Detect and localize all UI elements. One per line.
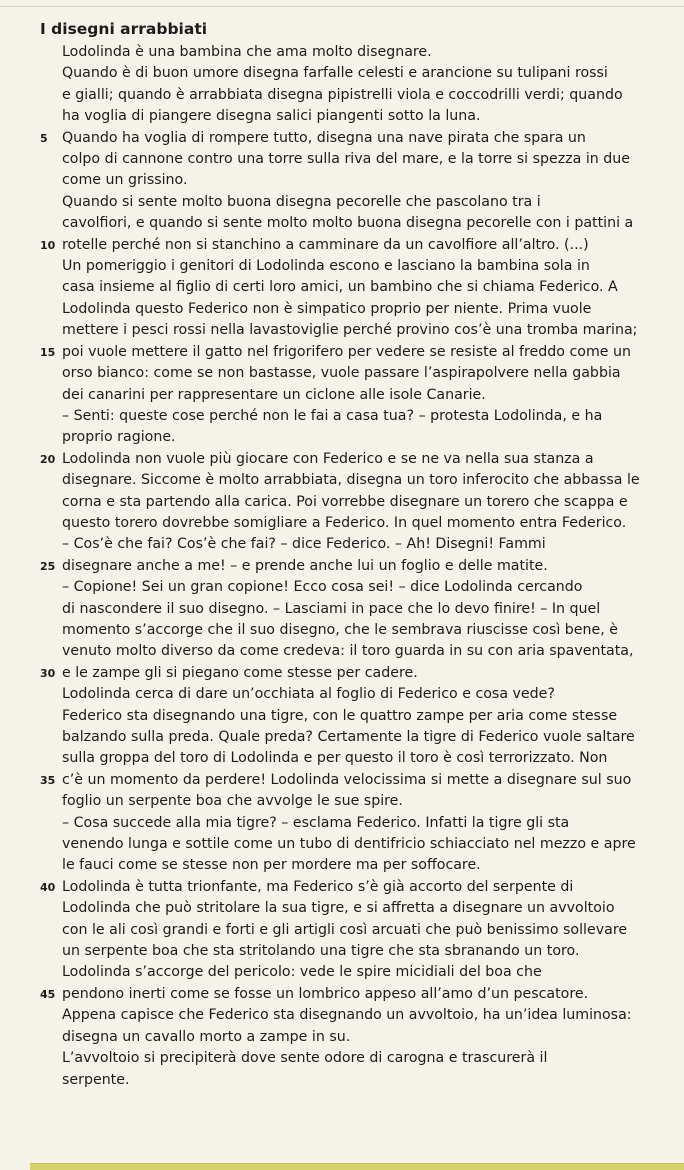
- line-text: Lodolinda questo Federico non è simpatico proprio per niente. Prima vuole: [62, 300, 592, 317]
- line-text: colpo di cannone contro una torre sulla riva del mare, e la torre si spezza in due: [62, 151, 631, 168]
- line-text: venuto molto diverso da come credeva: il toro guarda in su con aria spaventata,: [62, 643, 634, 660]
- line-number: 35: [40, 773, 56, 787]
- line-number: 30: [40, 666, 56, 680]
- text-line: [40, 663, 670, 684]
- text-line: [40, 534, 670, 555]
- text-line: [40, 898, 670, 919]
- text-line: [40, 962, 670, 983]
- line-text: con le ali così grandi e forti e gli artigli così arcuati che può benissimo sollevare: [62, 921, 628, 938]
- text-line: [40, 492, 670, 513]
- line-text: – Cosa succede alla mia tigre? – esclama Federico. Infatti la tigre gli sta: [62, 814, 570, 831]
- line-text: – Copione! Sei un gran copione! Ecco cosa sei! – dice Lodolinda cercando: [62, 579, 583, 596]
- line-text: Quando è di buon umore disegna farfalle celesti e arancione su tulipani rossi: [62, 65, 608, 82]
- line-text: L’avvoltoio si precipiterà dove sente odore di carogna e trascurerà il: [62, 1050, 548, 1067]
- line-number: 40: [40, 880, 56, 894]
- text-line: [40, 920, 670, 941]
- text-line: [40, 42, 670, 63]
- line-text: le fauci come se stesse non per mordere ma per soffocare.: [62, 857, 481, 874]
- bottom-bar: [30, 1163, 684, 1170]
- line-number: 20: [40, 452, 56, 466]
- line-text: Quando si sente molto buona disegna pecorelle che pascolano tra i: [62, 193, 541, 210]
- text-line: [40, 1048, 670, 1069]
- text-line: [40, 727, 670, 748]
- line-text: un serpente boa che sta stritolando una tigre che sta sbranando un toro.: [62, 943, 580, 960]
- line-text: Quando ha voglia di rompere tutto, disegna una nave pirata che spara un: [62, 129, 586, 146]
- line-text: Un pomeriggio i genitori di Lodolinda escono e lasciano la bambina sola in: [62, 258, 590, 275]
- text-line: [40, 813, 670, 834]
- text-line: [40, 235, 670, 256]
- text-line: [40, 106, 670, 127]
- line-text: mettere i pesci rossi nella lavastoviglie perché provino cos’è una tromba marina;: [62, 322, 638, 339]
- top-rule: [0, 6, 684, 7]
- text-line: [40, 684, 670, 705]
- line-text: come un grissino.: [62, 172, 188, 189]
- line-text: ha voglia di piangere disegna salici piangenti sotto la luna.: [62, 108, 481, 125]
- text-line: [40, 320, 670, 341]
- text-line: [40, 706, 670, 727]
- line-text: serpente.: [62, 1071, 130, 1088]
- line-text: Lodolinda non vuole più giocare con Federico e se ne va nella sua stanza a: [62, 450, 594, 467]
- text-line: [40, 277, 670, 298]
- line-text: venendo lunga e sottile come un tubo di dentifricio schiacciato nel mezzo e apre: [62, 836, 636, 853]
- text-line: [40, 192, 670, 213]
- text-line: [40, 984, 670, 1005]
- text-line: [40, 941, 670, 962]
- line-number: 10: [40, 238, 56, 252]
- text-line: [40, 513, 670, 534]
- line-text: rotelle perché non si stanchino a camminare da un cavolfiore all’altro. (...): [62, 236, 589, 253]
- line-text: casa insieme al figlio di certi loro amici, un bambino che si chiama Federico. A: [62, 279, 618, 296]
- text-line: [40, 427, 670, 448]
- line-text: corna e sta partendo alla carica. Poi vorrebbe disegnare un torero che scappa e: [62, 493, 628, 510]
- text-line: [40, 855, 670, 876]
- line-text: sulla groppa del toro di Lodolinda e per questo il toro è così terrorizzato. Non: [62, 750, 608, 767]
- text-line: [40, 363, 670, 384]
- line-text: disegnare. Siccome è molto arrabbiata, disegna un toro inferocito che abbassa le: [62, 472, 640, 489]
- text-line: [40, 256, 670, 277]
- text-line: [40, 385, 670, 406]
- line-text: poi vuole mettere il gatto nel frigorifero per vedere se resiste al freddo come un: [62, 343, 632, 360]
- line-text: Lodolinda è tutta trionfante, ma Federico s’è già accorto del serpente di: [62, 878, 574, 895]
- line-text: e le zampe gli si piegano come stesse per cadere.: [62, 664, 418, 681]
- text-line: [40, 834, 670, 855]
- line-text: Lodolinda è una bambina che ama molto disegnare.: [62, 44, 432, 60]
- text-line: [40, 170, 670, 191]
- line-text: e gialli; quando è arrabbiata disegna pipistrelli viola e coccodrilli verdi; quando: [62, 86, 623, 103]
- text-line: [40, 149, 670, 170]
- text-line: [40, 748, 670, 769]
- line-text: dei canarini per rappresentare un ciclone alle isole Canarie.: [62, 386, 486, 403]
- line-text: questo torero dovrebbe somigliare a Federico. In quel momento entra Federico.: [62, 514, 627, 531]
- text-line: [40, 641, 670, 662]
- text-line: [40, 1070, 670, 1091]
- line-number: 45: [40, 987, 56, 1001]
- line-text: Lodolinda cerca di dare un’occhiata al foglio di Federico e cosa vede?: [62, 686, 555, 703]
- body-text: [40, 42, 670, 1091]
- line-number: 25: [40, 559, 56, 573]
- text-line: [40, 213, 670, 234]
- line-text: di nascondere il suo disegno. – Lasciami in pace che lo devo finire! – In quel: [62, 600, 601, 617]
- text-line: [40, 299, 670, 320]
- text-line: [40, 599, 670, 620]
- document-page: [40, 18, 670, 1091]
- text-line: [40, 63, 670, 84]
- text-line: [40, 577, 670, 598]
- line-text: foglio un serpente boa che avvolge le sue spire.: [62, 793, 403, 810]
- text-line: [40, 1027, 670, 1048]
- line-text: orso bianco: come se non bastasse, vuole passare l’aspirapolvere nella gabbia: [62, 365, 621, 382]
- text-line: [40, 791, 670, 812]
- line-text: disegnare anche a me! – e prende anche lui un foglio e delle matite.: [62, 557, 548, 574]
- line-text: disegna un cavallo morto a zampe in su.: [62, 1028, 351, 1045]
- line-number: 15: [40, 345, 56, 359]
- line-text: Lodolinda s’accorge del pericolo: vede le spire micidiali del boa che: [62, 964, 542, 981]
- text-line: [40, 342, 670, 363]
- line-text: proprio ragione.: [62, 429, 176, 446]
- text-line: [40, 877, 670, 898]
- text-line: [40, 406, 670, 427]
- line-text: Appena capisce che Federico sta disegnando un avvoltoio, ha un’idea luminosa:: [62, 1007, 632, 1024]
- text-line: [40, 770, 670, 791]
- text-line: [40, 620, 670, 641]
- text-line: [40, 449, 670, 470]
- text-line: [40, 128, 670, 149]
- text-line: [40, 85, 670, 106]
- line-text: momento s’accorge che il suo disegno, che le sembrava riuscisse così bene, è: [62, 621, 618, 638]
- line-text: pendono inerti come se fosse un lombrico appeso all’amo d’un pescatore.: [62, 985, 589, 1002]
- line-number: 5: [40, 131, 48, 145]
- line-text: cavolfiori, e quando si sente molto molto buona disegna pecorelle con i pattini a: [62, 215, 634, 232]
- line-text: – Senti: queste cose perché non le fai a casa tua? – protesta Lodolinda, e ha: [62, 407, 603, 424]
- text-line: [40, 1005, 670, 1026]
- line-text: Lodolinda che può stritolare la sua tigre, e si affretta a disegnare un avvoltoio: [62, 900, 615, 917]
- line-text: balzando sulla preda. Quale preda? Certamente la tigre di Federico vuole saltare: [62, 729, 635, 745]
- line-text: – Cos’è che fai? Cos’è che fai? – dice Federico. – Ah! Disegni! Fammi: [62, 536, 546, 553]
- line-text: Federico sta disegnando una tigre, con le quattro zampe per aria come stesse: [62, 707, 618, 724]
- text-line: [40, 470, 670, 491]
- line-text: c’è un momento da perdere! Lodolinda velocissima si mette a disegnare sul suo: [62, 771, 632, 788]
- text-line: [40, 556, 670, 577]
- document-title: I disegni arrabbiati: [40, 20, 208, 38]
